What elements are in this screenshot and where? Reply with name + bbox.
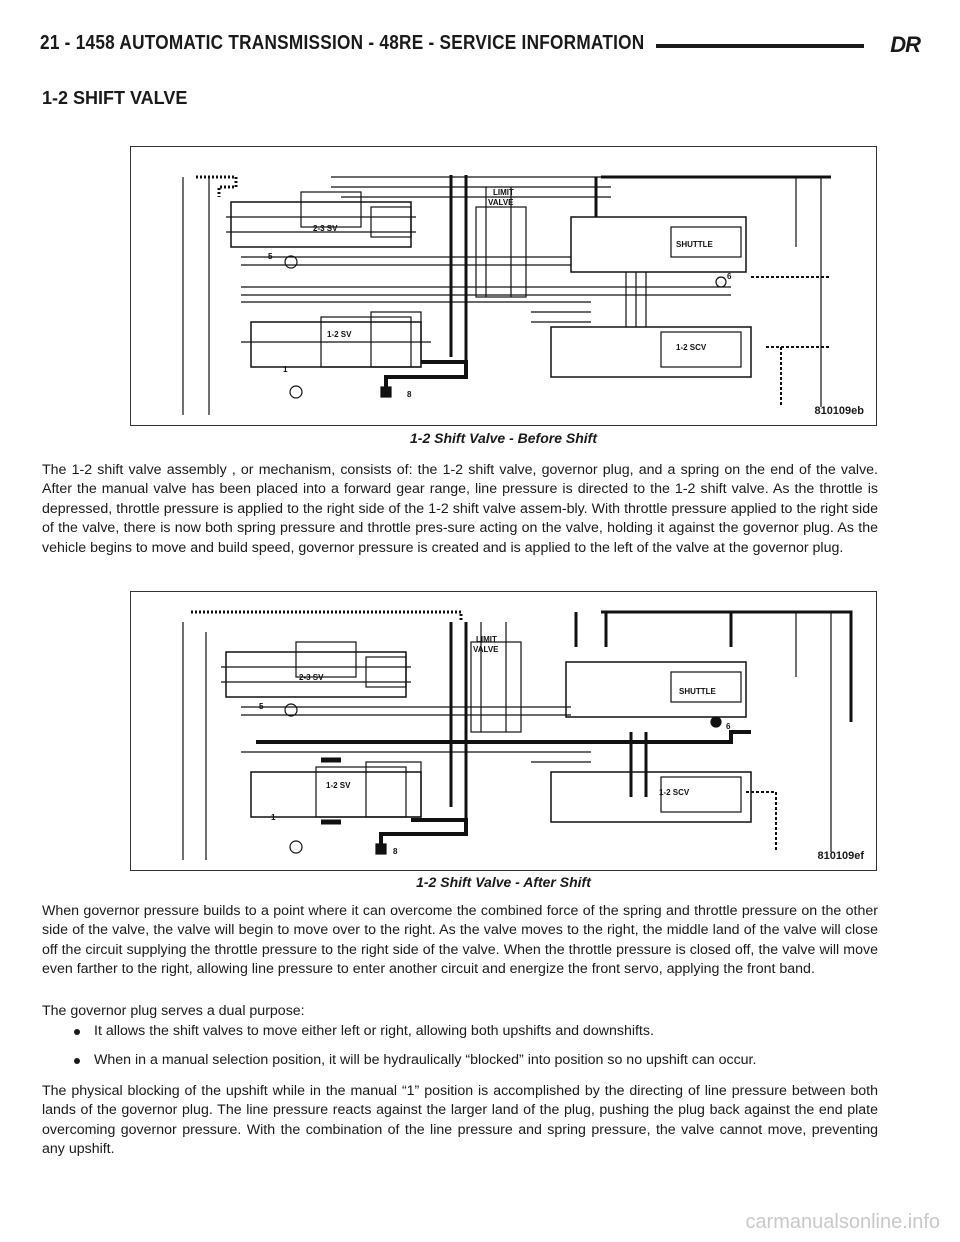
label-5: 5 (268, 252, 273, 261)
label-8: 8 (393, 847, 398, 856)
limit-valve-label-2: VALVE (488, 198, 514, 207)
bullet-text: It allows the shift valves to move either left or right, allowing both upshifts and downshifts. (94, 1023, 654, 1039)
bullet-dot-icon (74, 1029, 80, 1035)
hydraulic-schematic-2 (131, 592, 876, 870)
sv23-label: 2-3 SV (299, 673, 324, 682)
hydraulic-schematic-1 (131, 147, 876, 425)
label-8: 8 (407, 390, 412, 399)
bullet-list (72, 1022, 878, 1081)
limit-valve-label-1: LIMIT (476, 635, 497, 644)
sv12-label: 1-2 SV (327, 330, 352, 339)
paragraph: When governor pressure builds to a point where it can overcome the combined force of the spring and throttle pressure on the other side of the valve, the valve will begin to move over to the right. As the valve moves to the right, the middle land of the valve will close off the circuit supplying the throttle pressure to the right side of the valve. When the throttle pressure is closed off, the valve will move even farther to the right, allowing line pressure to enter another circuit and energize the front servo, applying the front band. (42, 903, 878, 978)
scv12-label: 1-2 SCV (676, 343, 707, 352)
label-1: 1 (271, 813, 276, 822)
hydraulic-diagram-before-shift (130, 146, 877, 426)
page-header (40, 32, 920, 68)
sv23-label: 2-3 SV (313, 224, 338, 233)
paragraph: The governor plug serves a dual purpose: (42, 1003, 305, 1019)
bullet-item (72, 1022, 878, 1041)
paragraph: The 1-2 shift valve assembly , or mechanism, consists of: the 1-2 shift valve, governor plug, and a spring on the end of the valve. After the manual valve has been placed into a forward gear range, line pressure is directed to the 1-2 shift valve. As the throttle is depressed, throttle pressure is applied to the right side of the 1-2 shift valve assem-bly. With throttle pressure applied to the right side of the valve, there is now both spring pressure and throttle pres-sure acting on the valve, holding it against the governor plug. As the vehicle begins to move and build speed, governor pressure is created and is applied to the left of the valve at the governor plug. (42, 462, 878, 556)
figure-caption: 1-2 Shift Valve - After Shift (416, 874, 591, 890)
label-6: 6 (726, 722, 731, 731)
section-title: 1-2 SHIFT VALVE (42, 88, 188, 108)
watermark: carmanualsonline.info (745, 1211, 940, 1233)
label-5: 5 (259, 702, 264, 711)
limit-valve-label-2: VALVE (473, 645, 499, 654)
sv12-label: 1-2 SV (326, 781, 351, 790)
bullet-text: When in a manual selection position, it will be hydraulically “blocked” into position so no upshift can occur. (94, 1052, 757, 1069)
bullet-item (72, 1051, 878, 1070)
shuttle-label: SHUTTLE (676, 240, 713, 249)
shuttle-label: SHUTTLE (679, 687, 716, 696)
scv12-label: 1-2 SCV (659, 788, 690, 797)
figure-id: 810109eb (814, 405, 864, 417)
header-title: 21 - 1458 AUTOMATIC TRANSMISSION - 48RE - SERVICE INFORMATION (40, 32, 645, 54)
limit-valve-label-1: LIMIT (493, 188, 514, 197)
header-model: DR (890, 32, 920, 57)
paragraph: The physical blocking of the upshift while in the manual “1” position is accomplished by the directing of line pressure between both lands of the governor plug. The line pressure reacts against the larger land of the plug, pushing the plug back against the end plate overcoming governor pressure. With the combination of the line pressure and spring pressure, the valve cannot move, preventing any upshift. (42, 1083, 878, 1158)
figure-id: 810109ef (817, 850, 864, 862)
figure-caption: 1-2 Shift Valve - Before Shift (410, 430, 597, 446)
header-rule (656, 44, 864, 48)
label-6: 6 (727, 272, 732, 281)
hydraulic-diagram-after-shift (130, 591, 877, 871)
bullet-dot-icon (74, 1058, 80, 1064)
label-1: 1 (283, 365, 288, 374)
